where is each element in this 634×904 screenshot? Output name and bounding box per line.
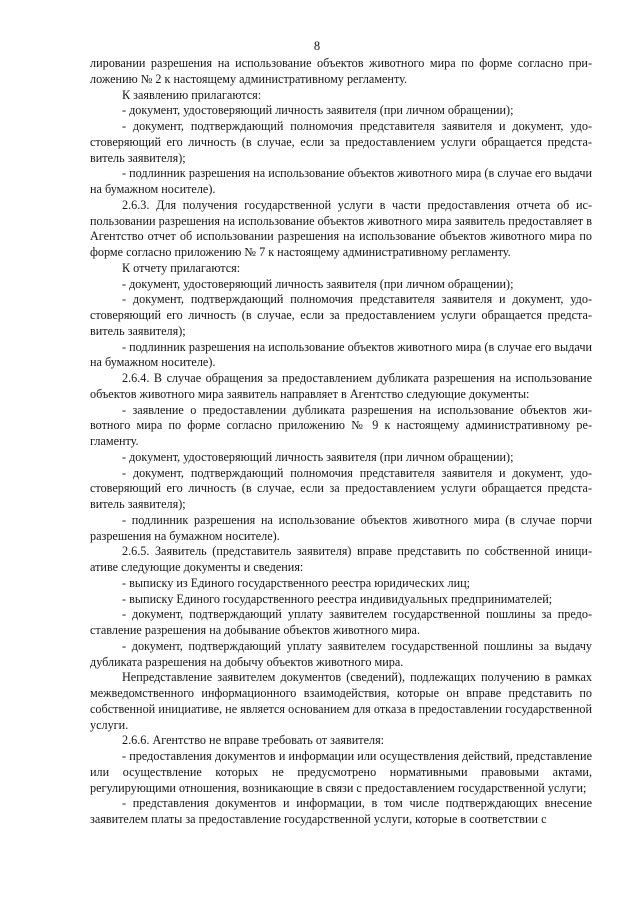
paragraph: - выписку Единого государственного реестра индивидуальных предпринимателей; — [122, 591, 553, 606]
paragraph: - документ, подтверждающий полномочия представителя заявителя и документ, удостоверяющий его личность (в случае, если за предоставлением услуги обращается представитель заявителя); — [90, 465, 592, 511]
paragraph: К заявлению прилагаются: — [122, 87, 262, 102]
paragraph: - документ, подтверждающий уплату заявителем государственной пошлины за предоставление разрешения на добывание объектов животного мира. — [90, 607, 592, 637]
paragraph: - заявление о предоставлении дубликата разрешения на использование объектов животного мира по форме согласно приложению № 9 к настоящему административному регламенту. — [90, 402, 592, 448]
paragraph: - представления документов и информации, в том числе подтверждающих внесение заявителем платы за предоставление государственной услуги, которые в соответствии с — [90, 796, 592, 826]
paragraph: - подлинник разрешения на использование объектов животного мира (в случае его выдачи на бумажном носителе). — [90, 339, 592, 370]
paragraph: - документ, удостоверяющий личность заявителя (при личном обращении); — [122, 103, 514, 118]
paragraph: 2.6.4. В случае обращения за предоставлением дубликата разрешения на использование объектов животного мира заявитель направляет в Агентство следующие документы: — [90, 371, 592, 401]
paragraph: - подлинник разрешения на использование объектов животного мира (в случае его выдачи на бумажном носителе). — [90, 166, 592, 196]
paragraph: - документ, подтверждающий полномочия представителя заявителя и документ, удостоверяющий его личность (в случае, если за предоставлением услуги обращается представитель заявителя); — [90, 292, 592, 338]
paragraph: - предоставления документов и информации или осуществления действий, представление или осуществление которых не предусмотрено нормативными правовыми актами, регулирующими отношения, возникающие в связи с предоставлением государственной услуги; — [90, 749, 592, 795]
paragraph: - документ, подтверждающий полномочия представителя заявителя и документ, удостоверяющий его личность (в случае, если за предоставлением услуги обращается представитель заявителя); — [90, 119, 592, 165]
paragraph: 2.6.6. Агентство не вправе требовать от заявителя: — [122, 733, 385, 748]
paragraph: - документ, удостоверяющий личность заявителя (при личном обращении); — [122, 276, 514, 291]
paragraph: 2.6.3. Для получения государственной услуги в части предоставления отчета об использовании разрешения на использование объектов животного мира заявитель предоставляет в Агентство отчет об использовании разрешения на использование объектов животного мира по форме согласно приложению № 7 к настоящему административному регламенту. — [90, 197, 592, 259]
paragraph: Непредставление заявителем документов (сведений), подлежащих получению в рамках межведомственного информационного взаимодействия, которые он вправе представить по собственной инициативе, не является основанием для отказа в предоставлении государственной услуги. — [90, 670, 592, 732]
document-body — [90, 56, 592, 828]
paragraph: - выписку из Единого государственного реестра юридических лиц; — [122, 575, 471, 590]
paragraph: - документ, подтверждающий уплату заявителем государственной пошлины за выдачу дубликата разрешения на добычу объектов животного мира. — [90, 638, 592, 669]
paragraph: 2.6.5. Заявитель (представитель заявителя) вправе представить по собственной инициативе следующие документы и сведения: — [90, 544, 592, 574]
paragraph: - подлинник разрешения на использование объектов животного мира (в случае порчи разрешения на бумажном носителе). — [90, 512, 592, 543]
page-number: 8 — [313, 39, 321, 53]
paragraph: - документ, удостоверяющий личность заявителя (при личном обращении); — [122, 449, 514, 464]
paragraph: К отчету прилагаются: — [122, 260, 241, 275]
paragraph: лировании разрешения на использование объектов животного мира по форме согласно приложению № 2 к настоящему административному регламенту. — [90, 56, 592, 86]
